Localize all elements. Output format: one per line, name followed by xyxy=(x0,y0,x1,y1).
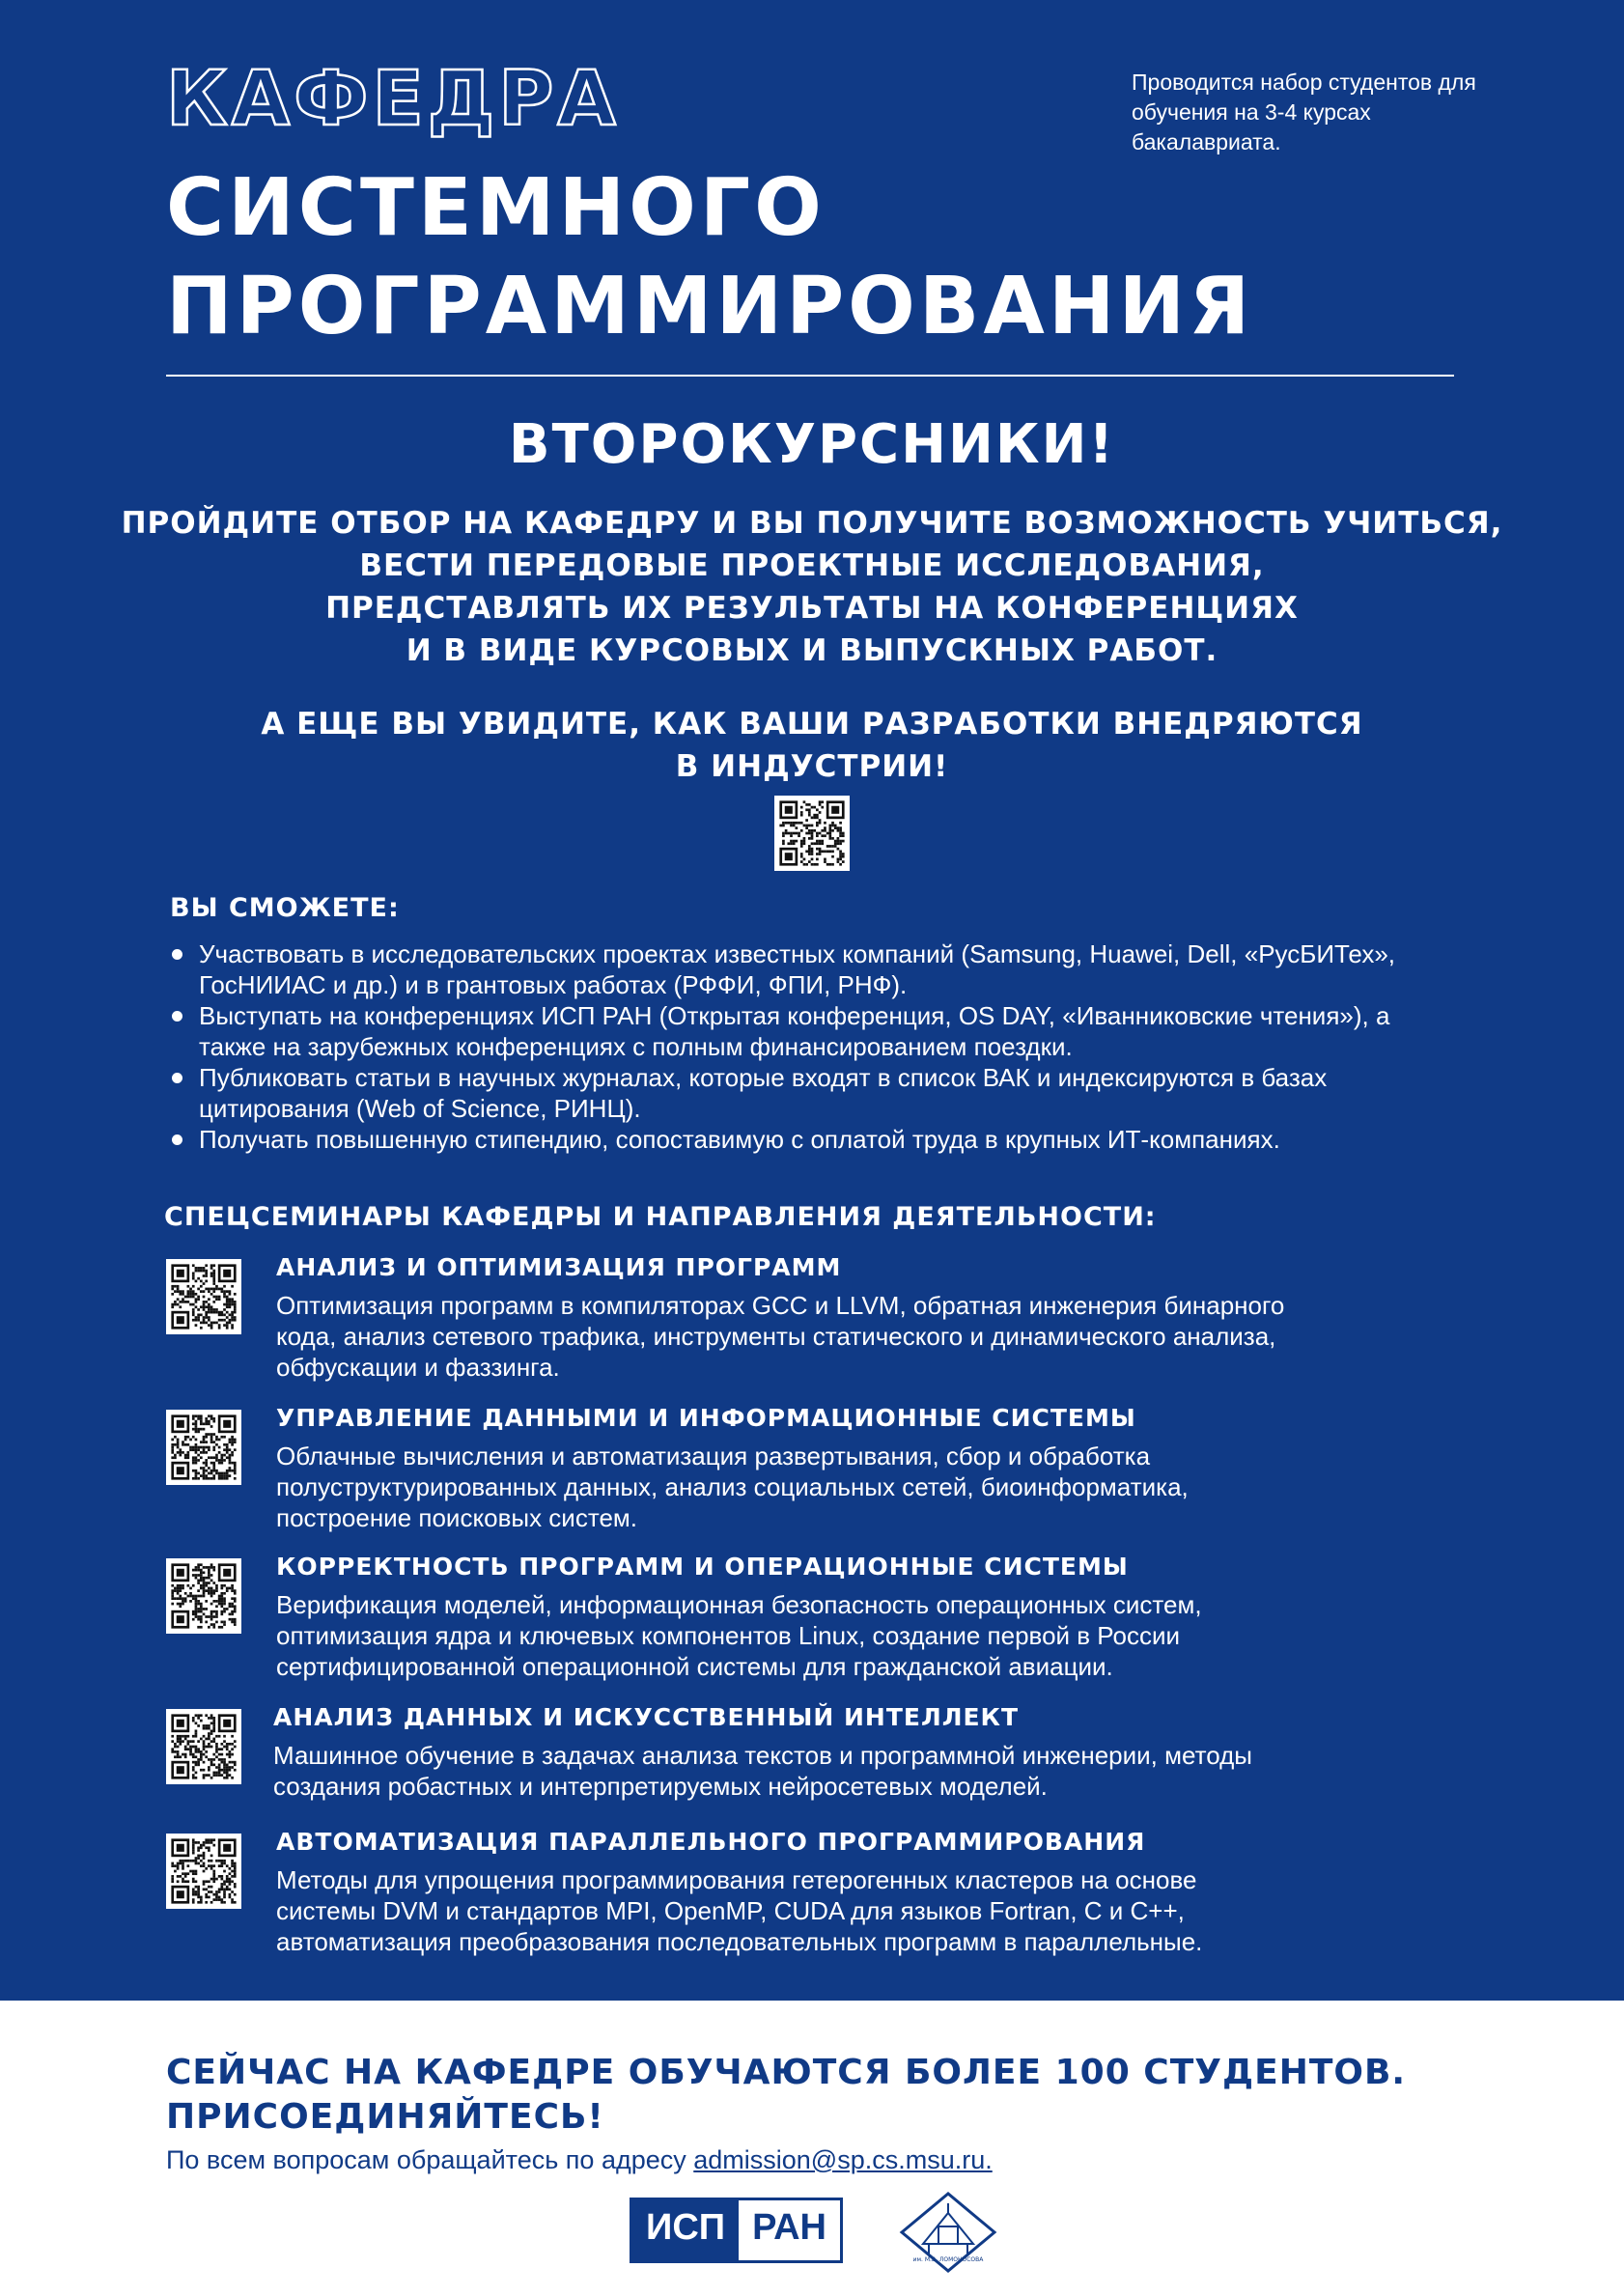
cta-line: ПРИСОЕДИНЯЙТЕСЬ! xyxy=(166,2097,604,2137)
seminar-description xyxy=(276,1290,1464,1383)
msu-logo xyxy=(894,2190,1002,2277)
benefits-list xyxy=(172,938,1456,1155)
department-name-line2: ПРОГРАММИРОВАНИЯ xyxy=(166,261,1254,352)
seminar-line: создания робастных и интерпретируемых нейросетевых моделей. xyxy=(273,1772,1048,1801)
qr-code-seminar[interactable] xyxy=(166,1834,241,1909)
seminar-line: кода, анализ сетевого трафика, инструменты статического и динамического анализа, xyxy=(276,1322,1276,1351)
benefit-item: Получать повышенную стипендию, сопоставимую с оплатой труда в крупных ИТ-компаниях. xyxy=(172,1124,1456,1155)
header-divider xyxy=(166,375,1454,377)
seminar-line: сертифицированной операционной системы для гражданской авиации. xyxy=(276,1652,1113,1681)
benefit-item: Публиковать статьи в научных журналах, которые входят в список ВАК и индексируются в базах цитирования (Web of Science, РИНЦ). xyxy=(172,1062,1456,1124)
seminar-line: Машинное обучение в задачах анализа текстов и программной инженерии, методы xyxy=(273,1741,1252,1770)
seminar-line: автоматизация преобразования последовательных программ в параллельные. xyxy=(276,1927,1203,1956)
department-name-line1: СИСТЕМНОГО xyxy=(166,162,826,254)
seminar-line: Методы для упрощения программирования гетерогенных кластеров на основе xyxy=(276,1865,1197,1894)
logo-ras-text: РАН xyxy=(739,2200,840,2260)
department-word: КАФЕДРА xyxy=(166,56,620,143)
qr-code-seminar[interactable] xyxy=(166,1709,241,1784)
industry-line: В ИНДУСТРИИ! xyxy=(675,749,949,784)
intro-line: ПРЕДСТАВЛЯТЬ ИХ РЕЗУЛЬТАТЫ НА КОНФЕРЕНЦИЯХ xyxy=(325,591,1299,626)
seminar-description xyxy=(276,1864,1464,1957)
qr-code-seminar[interactable] xyxy=(166,1558,241,1634)
seminar-title: АНАЛИЗ ДАННЫХ И ИСКУССТВЕННЫЙ ИНТЕЛЛЕКТ xyxy=(273,1703,1020,1731)
contact-prefix: По всем вопросам обращайтесь по адресу xyxy=(166,2145,694,2174)
industry-line: А ЕЩЕ ВЫ УВИДИТЕ, КАК ВАШИ РАЗРАБОТКИ ВНЕДРЯЮТСЯ xyxy=(261,707,1363,742)
email-link[interactable]: admission@sp.cs.msu.ru. xyxy=(693,2145,993,2174)
isp-ras-logo xyxy=(630,2198,843,2263)
enrollment-note: Проводится набор студентов для обучения на 3-4 курсах бакалавриата. xyxy=(1132,70,1476,154)
seminar-line: Верификация моделей, информационная безопасность операционных систем, xyxy=(276,1590,1202,1619)
seminar-title: АНАЛИЗ И ОПТИМИЗАЦИЯ ПРОГРАММ xyxy=(276,1253,842,1281)
seminar-line: обфускации и фаззинга. xyxy=(276,1353,560,1382)
benefit-item: Участвовать в исследовательских проектах известных компаний (Samsung, Huawei, Dell, «РусБИТех», ГосНИИАС и др.) и в грантовых работах (РФФИ, ФПИ, РНФ). xyxy=(172,938,1456,1000)
seminar-line: полуструктурированных данных, анализ социальных сетей, биоинформатика, xyxy=(276,1472,1189,1501)
seminar-parallel-programming xyxy=(166,1828,1460,1969)
msu-logo-text: им. М.В. ЛОМОНОСОВА xyxy=(912,2256,984,2263)
seminar-correctness-os xyxy=(166,1553,1460,1694)
benefits-title: ВЫ СМОЖЕТЕ: xyxy=(170,893,400,923)
seminar-description xyxy=(273,1740,1461,1802)
seminar-title: АВТОМАТИЗАЦИЯ ПАРАЛЛЕЛЬНОГО ПРОГРАММИРОВАНИЯ xyxy=(276,1828,1146,1856)
intro-line: ВЕСТИ ПЕРЕДОВЫЕ ПРОЕКТНЫЕ ИССЛЕДОВАНИЯ, xyxy=(359,548,1265,583)
seminar-line: Оптимизация программ в компиляторах GCC и LLVM, обратная инженерия бинарного xyxy=(276,1291,1285,1320)
benefit-item: Выступать на конференциях ИСП РАН (Открытая конференция, OS DAY, «Иванниковские чтения»), а также на зарубежных конференциях с полным финансированием поездки. xyxy=(172,1000,1456,1062)
seminar-data-management xyxy=(166,1404,1460,1545)
qr-code-seminar[interactable] xyxy=(166,1259,241,1334)
seminar-description xyxy=(276,1589,1464,1682)
footer xyxy=(0,2001,1624,2296)
intro-line: И В ВИДЕ КУРСОВЫХ И ВЫПУСКНЫХ РАБОТ. xyxy=(406,633,1218,668)
call-to-action xyxy=(166,2051,1406,2140)
seminar-analysis-optimization xyxy=(166,1253,1460,1394)
seminar-line: оптимизация ядра и ключевых компонентов Linux, создание первой в России xyxy=(276,1621,1181,1650)
qr-code-seminar[interactable] xyxy=(166,1410,241,1485)
intro-line: ПРОЙДИТЕ ОТБОР НА КАФЕДРУ И ВЫ ПОЛУЧИТЕ ВОЗМОЖНОСТЬ УЧИТЬСЯ, xyxy=(121,506,1503,541)
seminar-data-analysis-ai xyxy=(166,1703,1460,1844)
intro-text xyxy=(0,502,1624,672)
seminar-line: системы DVM и стандартов MPI, OpenMP, CUDA для языков Fortran, C и C++, xyxy=(276,1896,1185,1925)
seminar-description xyxy=(276,1441,1464,1533)
seminar-title: УПРАВЛЕНИЕ ДАННЫМИ И ИНФОРМАЦИОННЫЕ СИСТЕМЫ xyxy=(276,1404,1136,1432)
industry-text xyxy=(0,703,1624,788)
seminar-title: КОРРЕКТНОСТЬ ПРОГРАММ И ОПЕРАЦИОННЫЕ СИСТЕМЫ xyxy=(276,1553,1129,1581)
seminar-line: построение поисковых систем. xyxy=(276,1503,638,1532)
seminars-title: СПЕЦСЕМИНАРЫ КАФЕДРЫ И НАПРАВЛЕНИЯ ДЕЯТЕЛЬНОСТИ: xyxy=(164,1202,1157,1232)
seminar-line: Облачные вычисления и автоматизация развертывания, сбор и обработка xyxy=(276,1442,1151,1470)
cta-line: СЕЙЧАС НА КАФЕДРЕ ОБУЧАЮТСЯ БОЛЕЕ 100 СТУДЕНТОВ. xyxy=(166,2053,1407,2092)
contact-line xyxy=(166,2145,993,2175)
qr-code-main[interactable] xyxy=(774,796,850,871)
logo-isp-text: ИСП xyxy=(632,2200,739,2260)
headline: ВТОРОКУРСНИКИ! xyxy=(508,413,1116,476)
